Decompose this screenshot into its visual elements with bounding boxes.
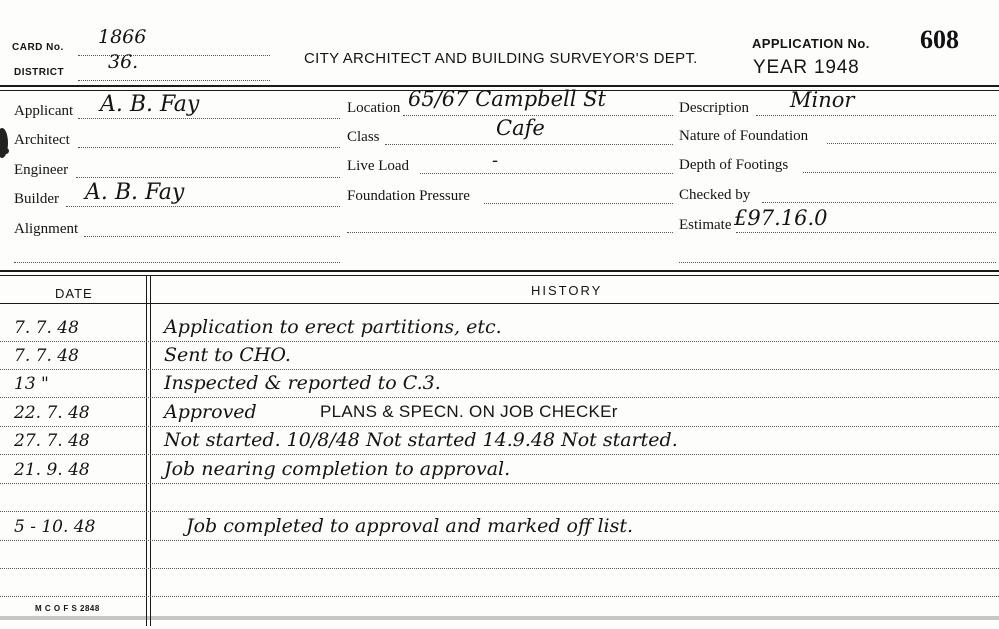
location-value: 65/67 Campbell St bbox=[408, 87, 606, 111]
engineer-line bbox=[76, 177, 340, 178]
description-label: Description bbox=[679, 100, 749, 116]
applicant-value: A. B. Fay bbox=[100, 92, 200, 117]
live-load-label: Live Load bbox=[347, 158, 410, 174]
card-no-label: CARD No. bbox=[12, 42, 64, 53]
history-rule bbox=[0, 540, 999, 541]
scan-mark bbox=[3, 148, 9, 154]
history-date: 22. 7. 48 bbox=[14, 403, 90, 423]
history-rule bbox=[0, 369, 999, 370]
history-date: 7. 7. 48 bbox=[14, 346, 79, 366]
nature-line bbox=[827, 143, 996, 144]
description-value: Minor bbox=[790, 88, 855, 112]
history-date: 21. 9. 48 bbox=[14, 460, 90, 480]
history-entry: Sent to CHO. bbox=[164, 344, 291, 366]
class-label: Class bbox=[347, 129, 380, 145]
checked-by-label: Checked by bbox=[679, 187, 751, 203]
alignment-label: Alignment bbox=[14, 221, 79, 237]
history-stamp: PLANS & SPECN. ON JOB CHECKEr bbox=[320, 402, 618, 421]
history-column-header: HISTORY bbox=[531, 283, 603, 298]
history-entry: Application to erect partitions, etc. bbox=[164, 316, 502, 338]
table-column-divider-double bbox=[150, 276, 151, 626]
foundation-pressure-line bbox=[484, 203, 673, 204]
history-rule bbox=[0, 568, 999, 569]
architect-label: Architect bbox=[14, 132, 70, 148]
application-no-value: 608 bbox=[920, 25, 959, 54]
middle-blank-line bbox=[347, 232, 673, 233]
live-load-value: - bbox=[492, 150, 499, 171]
estimate-value: £97.16.0 bbox=[734, 206, 828, 230]
application-no-label: APPLICATION No. bbox=[752, 36, 870, 51]
nature-of-foundation-label: Nature of Foundation bbox=[679, 128, 809, 144]
live-load-line bbox=[420, 173, 673, 174]
builder-value: A. B. Fay bbox=[85, 180, 185, 205]
history-date: 7. 7. 48 bbox=[14, 318, 79, 338]
right-blank-line bbox=[679, 262, 996, 263]
scan-edge bbox=[0, 616, 999, 620]
history-entry: Job completed to approval and marked off list. bbox=[186, 515, 634, 537]
district-label: DISTRICT bbox=[14, 67, 65, 78]
history-date: 5 - 10. 48 bbox=[14, 517, 96, 537]
builder-line bbox=[66, 206, 340, 207]
builder-label: Builder bbox=[14, 191, 59, 207]
depth-line bbox=[803, 172, 996, 173]
history-rule bbox=[0, 341, 999, 342]
department-title: CITY ARCHITECT AND BUILDING SURVEYOR'S DEPT. bbox=[304, 50, 698, 67]
estimate-label: Estimate bbox=[679, 217, 732, 233]
table-column-divider bbox=[146, 276, 147, 626]
location-label: Location bbox=[347, 100, 401, 116]
class-line bbox=[385, 144, 673, 145]
history-rule bbox=[0, 454, 999, 455]
checked-by-line bbox=[762, 202, 996, 203]
history-date: 13 " bbox=[14, 374, 49, 394]
history-rule bbox=[0, 596, 999, 597]
year-label: YEAR 1948 bbox=[753, 57, 860, 78]
history-entry: Approved bbox=[164, 401, 257, 423]
fields-rule bbox=[0, 270, 999, 272]
depth-of-footings-label: Depth of Footings bbox=[679, 157, 789, 173]
history-rule bbox=[0, 397, 999, 398]
history-rule bbox=[0, 483, 999, 484]
district-value: 36. bbox=[108, 51, 139, 73]
foundation-pressure-label: Foundation Pressure bbox=[347, 188, 470, 204]
architect-line bbox=[78, 147, 340, 148]
alignment-line bbox=[84, 236, 340, 237]
class-value: Cafe bbox=[496, 116, 545, 140]
card-no-value: 1866 bbox=[98, 26, 147, 48]
history-rule bbox=[0, 511, 999, 512]
history-date: 27. 7. 48 bbox=[14, 431, 90, 451]
applicant-line bbox=[78, 118, 340, 119]
card-no-line bbox=[78, 55, 270, 56]
description-line bbox=[756, 115, 996, 116]
alignment-line-2 bbox=[14, 262, 340, 263]
form-code: M C O F S 2848 bbox=[35, 604, 100, 613]
history-entry: Inspected & reported to C.3. bbox=[164, 372, 441, 394]
applicant-label: Applicant bbox=[14, 103, 74, 119]
estimate-line bbox=[736, 232, 996, 233]
history-rule bbox=[0, 426, 999, 427]
history-entry: Not started. 10/8/48 Not started 14.9.48 Not started. bbox=[164, 429, 678, 451]
history-entry: Job nearing completion to approval. bbox=[164, 458, 511, 480]
district-line bbox=[78, 80, 270, 81]
engineer-label: Engineer bbox=[14, 162, 69, 178]
date-column-header: DATE bbox=[55, 286, 93, 301]
